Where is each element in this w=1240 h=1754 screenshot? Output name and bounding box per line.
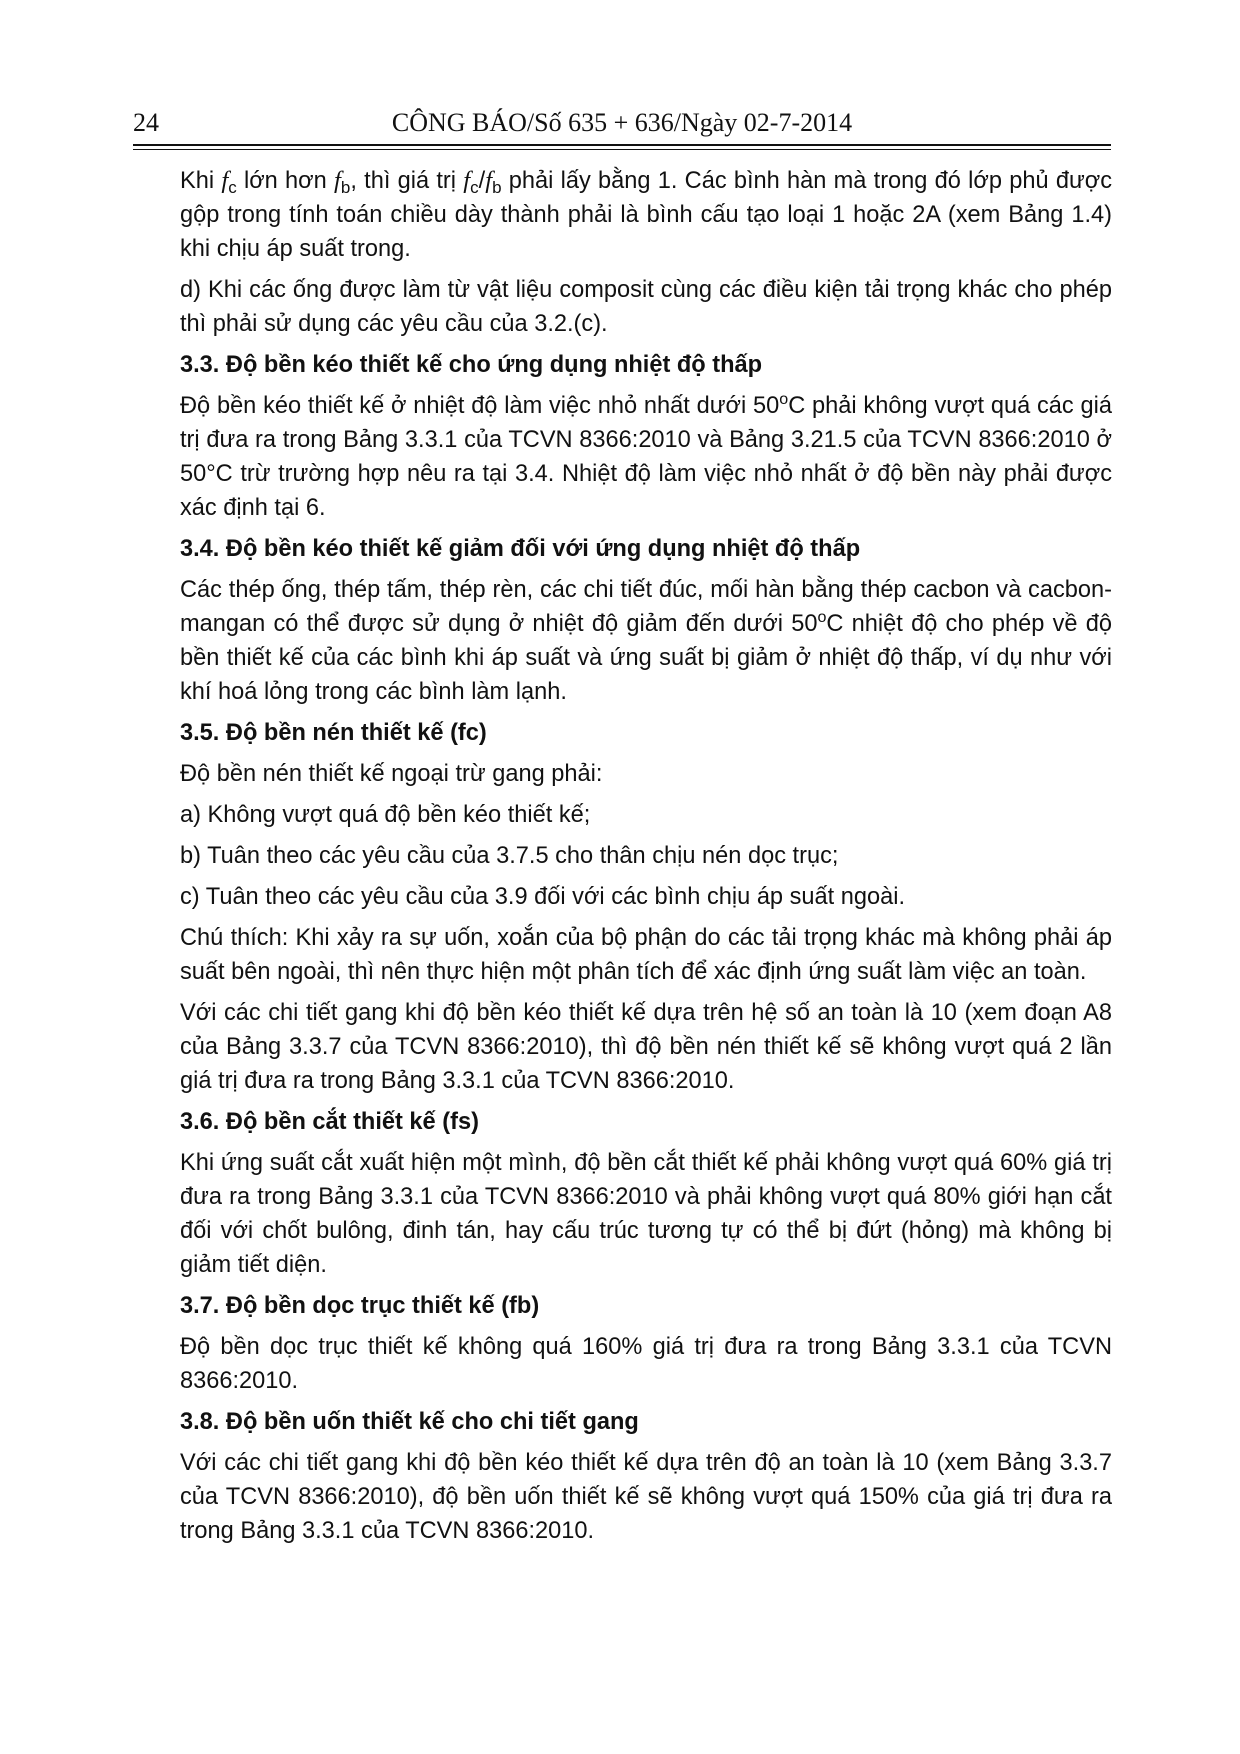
paragraph-composite: d) Khi các ống được làm từ vật liệu composit cùng các điều kiện tải trọng khác cho phép thì phải sử dụng các yêu cầu của 3.2.(c). (180, 277, 1112, 337)
paragraph-compression-intro: Độ bền nén thiết kế ngoại trừ gang phải: (180, 761, 603, 787)
superscript: o (779, 390, 789, 409)
paragraph-shear: Khi ứng suất cắt xuất hiện một mình, độ bền cắt thiết kế phải không vượt quá 60% giá trị đưa ra trong Bảng 3.3.1 của TCVN 8366:2010 và phải không vượt quá 80% giới hạn cắt đối với chốt bulông, đinh tán, hay cấu trúc tương tự có thể bị đứt (hỏng) mà không bị giảm tiết diện. (180, 1150, 1112, 1278)
text-run: C nhiệt độ cho phép về độ bền thiết kế của các bình khi áp suất và ứng suất bị giảm ở nhiệt độ thấp, ví dụ như với khí hoá lỏng trong các bình làm lạnh. (180, 611, 1112, 705)
heading-3-5: 3.5. Độ bền nén thiết kế (fc) (180, 720, 487, 746)
list-item-c: c) Tuân theo các yêu cầu của 3.9 đối với các bình chịu áp suất ngoài. (180, 884, 906, 910)
header-rule-thin (133, 149, 1111, 150)
symbol-f: f (334, 167, 341, 194)
subscript: c (470, 177, 479, 197)
list-item-a: a) Không vượt quá độ bền kéo thiết kế; (180, 802, 591, 828)
list-item-b: b) Tuân theo các yêu cầu của 3.7.5 cho thân chịu nén dọc trục; (180, 843, 839, 869)
paragraph-fc-fb (180, 164, 1112, 266)
paragraph-low-temp (180, 389, 1112, 525)
symbol-f: f (221, 167, 229, 194)
text-run: / (478, 168, 486, 194)
text-run: , thì giá trị (350, 168, 464, 194)
heading-3-4: 3.4. Độ bền kéo thiết kế giảm đối với ứng dụng nhiệt độ thấp (180, 536, 861, 562)
text-run: Độ bền kéo thiết kế ở nhiệt độ làm việc nhỏ nhất dưới 50 (180, 393, 780, 419)
page-number: 24 (133, 108, 159, 137)
superscript: o (817, 608, 827, 627)
paragraph-cast-iron-compression: Với các chi tiết gang khi độ bền kéo thiết kế dựa trên hệ số an toàn là 10 (xem đoạn A8 của Bảng 3.3.7 của TCVN 8366:2010), thì độ bền nén thiết kế sẽ không vượt quá 2 lần giá trị đưa ra trong Bảng 3.3.1 của TCVN 8366:2010. (180, 1000, 1112, 1094)
paragraph-axial: Độ bền dọc trục thiết kế không quá 160% giá trị đưa ra trong Bảng 3.3.1 của TCVN 8366:2010. (180, 1334, 1112, 1394)
subscript: b (492, 177, 502, 197)
subscript: b (340, 177, 351, 197)
heading-3-3: 3.3. Độ bền kéo thiết kế cho ứng dụng nhiệt độ thấp (180, 352, 763, 378)
text-run: Khi (180, 168, 222, 194)
gazette-title: CÔNG BÁO/Số 635 + 636/Ngày 02-7-2014 (391, 108, 853, 137)
text-run: lớn hơn (236, 168, 335, 194)
paragraph-reduced-strength (180, 573, 1112, 709)
heading-3-8: 3.8. Độ bền uốn thiết kế cho chi tiết gang (180, 1409, 639, 1435)
text-run: phải lấy bằng 1. Các bình hàn mà trong đó lớp phủ được gộp trong tính toán chiều dày thành phải là bình cấu tạo loại 1 hoặc 2A (xem Bảng 1.4) khi chịu áp suất trong. (180, 168, 1113, 262)
text-run: C phải không vượt quá các giá trị đưa ra trong Bảng 3.3.1 của TCVN 8366:2010 và Bảng 3.21.5 của TCVN 8366:2010 ở 50°C trừ trường hợp nêu ra tại 3.4. Nhiệt độ làm việc nhỏ nhất ở độ bền này phải được xác định tại 6. (180, 393, 1112, 521)
symbol-f: f (463, 167, 471, 194)
symbol-f: f (485, 167, 493, 194)
header-rule-thick (133, 144, 1111, 146)
document-body (180, 164, 1112, 1555)
note-paragraph: Chú thích: Khi xảy ra sự uốn, xoắn của bộ phận do các tải trọng khác mà không phải áp suất bên ngoài, thì nên thực hiện một phân tích để xác định ứng suất làm việc an toàn. (180, 925, 1112, 985)
heading-3-6: 3.6. Độ bền cắt thiết kế (fs) (180, 1109, 479, 1135)
heading-3-7: 3.7. Độ bền dọc trục thiết kế (fb) (180, 1293, 540, 1319)
page-header (133, 104, 1111, 144)
paragraph-bending: Với các chi tiết gang khi độ bền kéo thiết kế dựa trên độ an toàn là 10 (xem Bảng 3.3.7 của TCVN 8366:2010), độ bền uốn thiết kế sẽ không vượt quá 150% của giá trị đưa ra trong Bảng 3.3.1 của TCVN 8366:2010. (180, 1450, 1112, 1544)
subscript: c (228, 177, 237, 197)
text-run: Các thép ống, thép tấm, thép rèn, các chi tiết đúc, mối hàn bằng thép cacbon và cacbon-mangan có thể được sử dụng ở nhiệt độ giảm đến dưới 50 (180, 577, 1112, 637)
